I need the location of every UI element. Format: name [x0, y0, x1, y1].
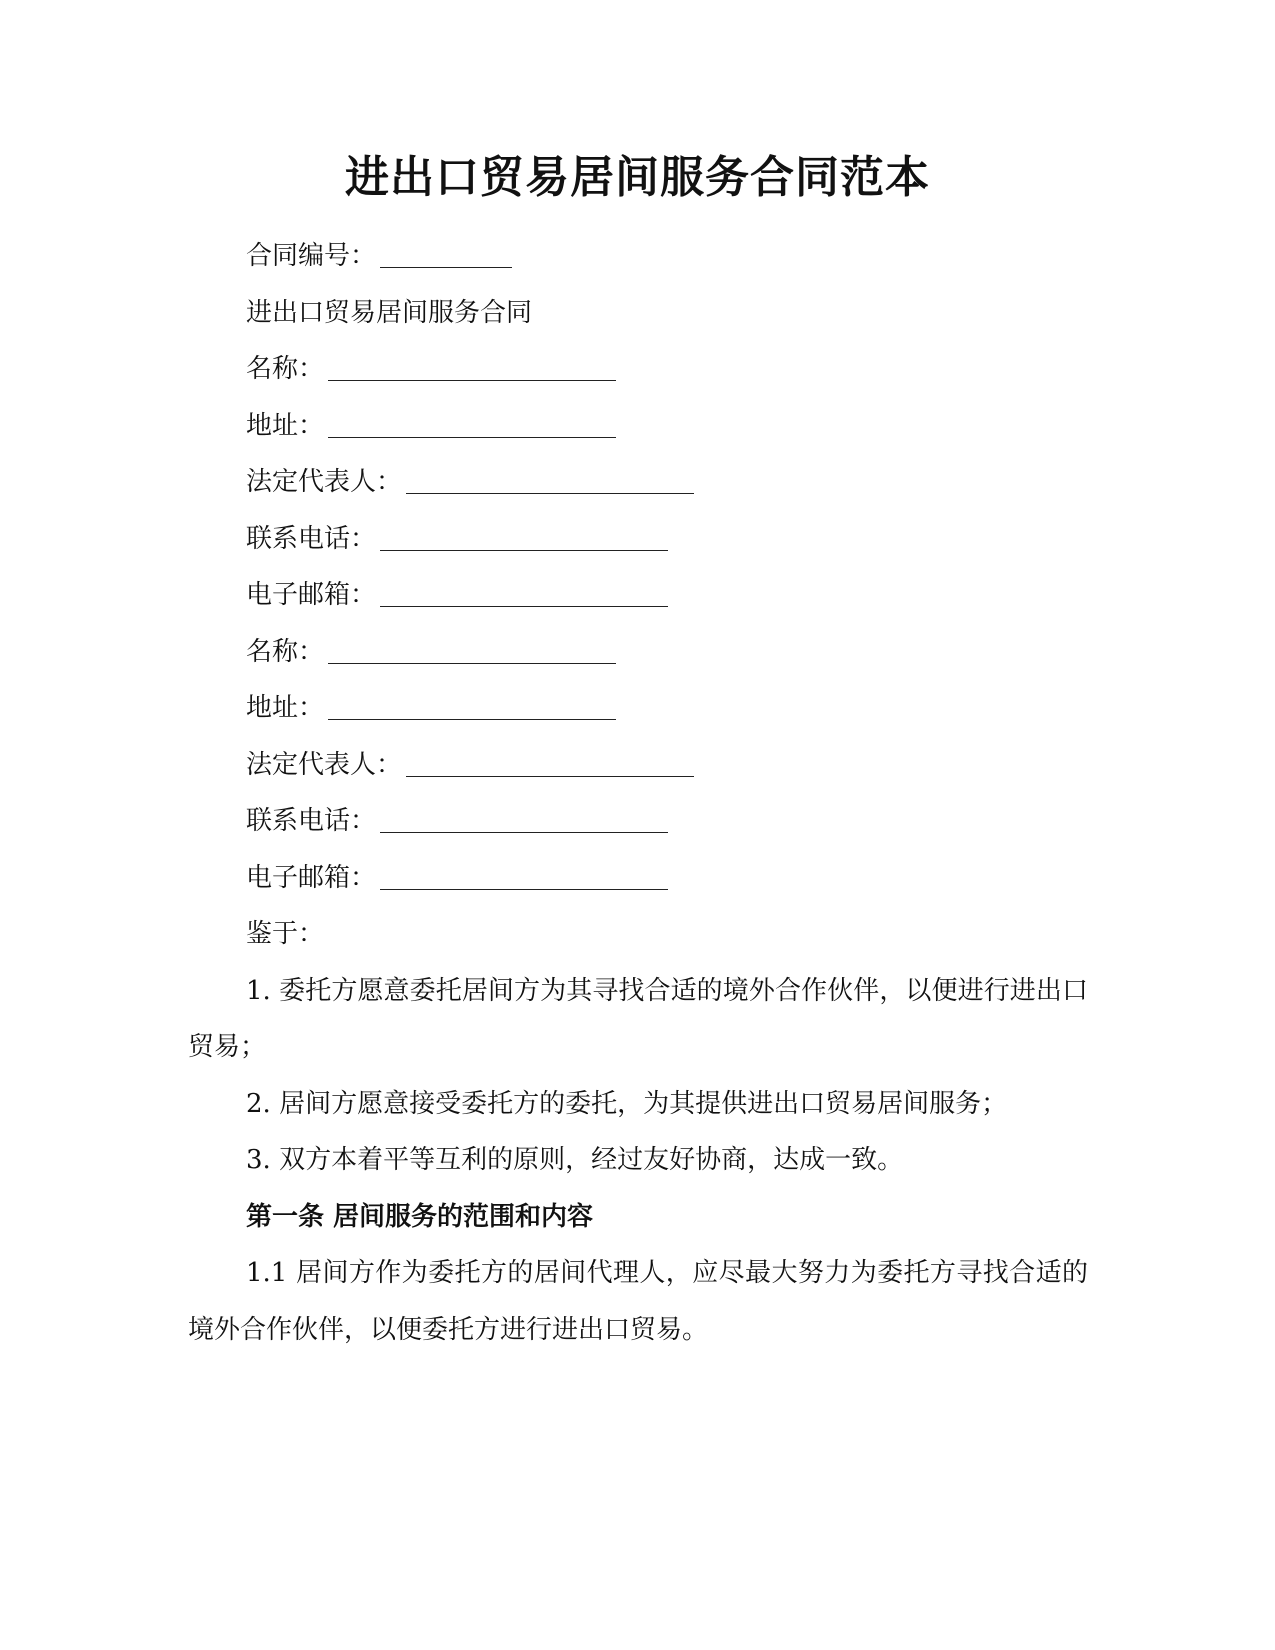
- party-a-name-line: [188, 341, 1088, 398]
- party-b-email-line: [188, 850, 1088, 907]
- party-a-legal-rep-line: [188, 454, 1088, 511]
- party-a-address-label: 地址：: [246, 410, 325, 441]
- party-a-legal-rep-blank[interactable]: [406, 463, 694, 494]
- party-b-name-line: [188, 624, 1088, 681]
- document-title: 进出口贸易居间服务合同范本: [345, 152, 930, 203]
- party-a-name-blank[interactable]: [328, 350, 616, 381]
- party-b-phone-blank[interactable]: [380, 802, 668, 833]
- document-body: [188, 228, 1088, 1358]
- party-b-legal-rep-blank[interactable]: [406, 746, 694, 777]
- recital-2: 2. 居间方愿意接受委托方的委托，为其提供进出口贸易居间服务；: [246, 1088, 1008, 1119]
- party-a-phone-blank[interactable]: [380, 520, 668, 551]
- party-b-email-label: 电子邮箱：: [246, 862, 377, 893]
- whereas-label: 鉴于：: [246, 919, 325, 949]
- party-b-address-label: 地址：: [246, 693, 325, 723]
- article-1-heading: 第一条 居间服务的范围和内容: [246, 1201, 594, 1232]
- contract-subtitle: 进出口贸易居间服务合同: [246, 297, 533, 328]
- party-b-phone-line: [188, 793, 1088, 850]
- contract-number-blank[interactable]: [380, 237, 512, 268]
- party-b-address-blank[interactable]: [328, 689, 616, 720]
- party-b-name-label: 名称：: [246, 636, 325, 667]
- party-b-phone-label: 联系电话：: [246, 806, 377, 836]
- party-a-address-blank[interactable]: [328, 407, 616, 438]
- contract-number-line: [188, 228, 1088, 285]
- party-b-address-line: [188, 680, 1088, 737]
- party-a-phone-label: 联系电话：: [246, 523, 377, 554]
- party-b-email-blank[interactable]: [380, 859, 668, 890]
- contract-number-label: 合同编号：: [246, 241, 377, 271]
- party-b-legal-rep-label: 法定代表人：: [246, 749, 403, 780]
- party-a-phone-line: [188, 511, 1088, 568]
- party-a-email-blank[interactable]: [380, 576, 668, 607]
- party-a-address-line: [188, 398, 1088, 455]
- party-a-legal-rep-label: 法定代表人：: [246, 467, 403, 497]
- party-b-name-blank[interactable]: [328, 633, 616, 664]
- party-b-legal-rep-line: [188, 737, 1088, 794]
- recital-3: 3. 双方本着平等互利的原则，经过友好协商，达成一致。: [246, 1145, 904, 1175]
- article-1-clause-1: 1.1 居间方作为委托方的居间代理人，应尽最大努力为委托方寻找合适的境外合作伙伴，以便委托方进行进出口贸易。: [188, 1258, 1088, 1345]
- party-a-name-label: 名称：: [246, 354, 325, 384]
- party-a-email-line: [188, 567, 1088, 624]
- party-a-email-label: 电子邮箱：: [246, 580, 377, 610]
- recital-1: 1. 委托方愿意委托居间方为其寻找合适的境外合作伙伴，以便进行进出口贸易；: [188, 975, 1088, 1062]
